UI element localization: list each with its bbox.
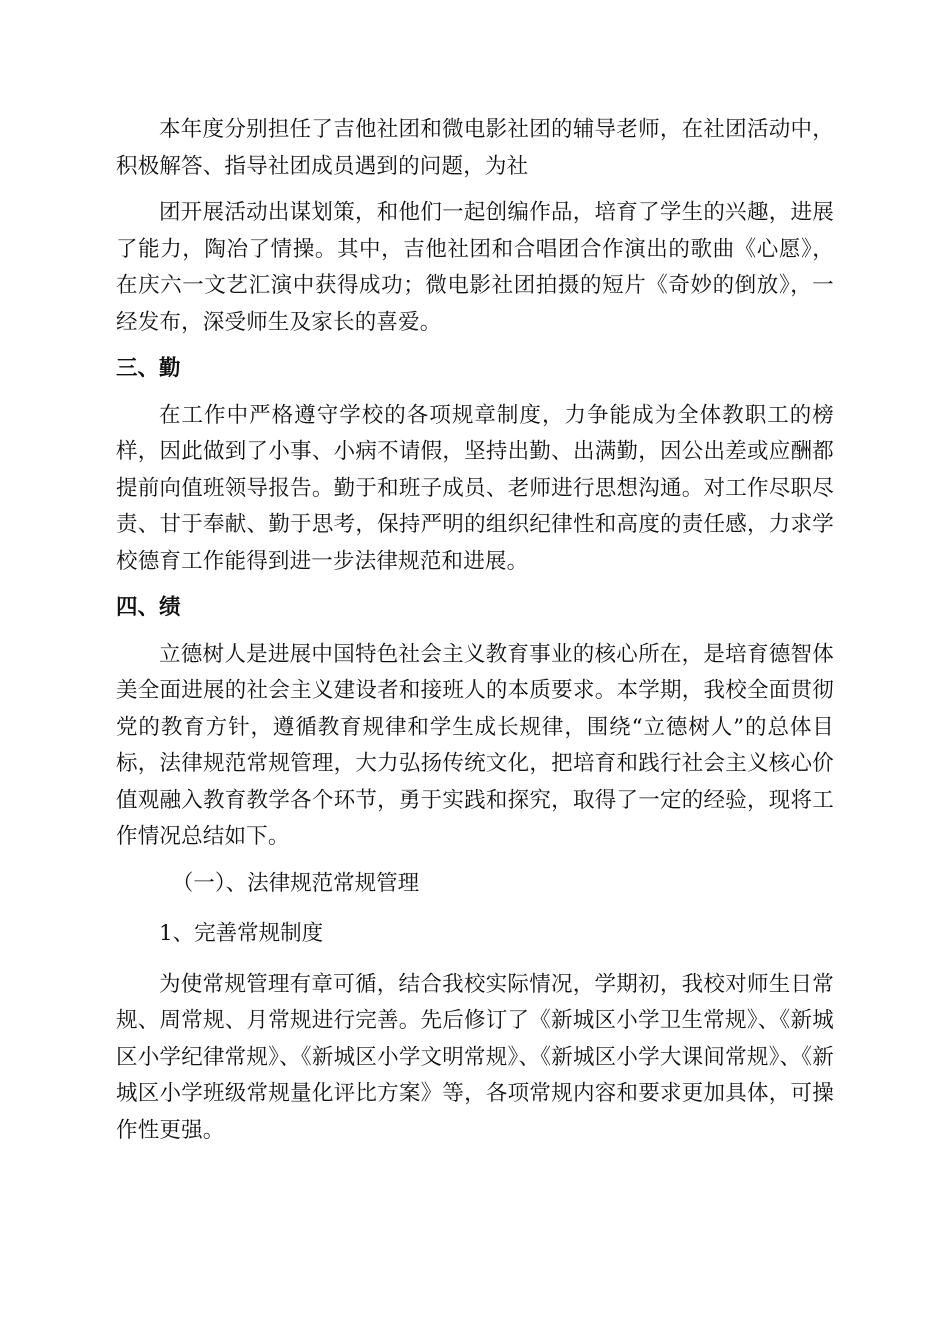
document-body [116,112,834,1159]
section-heading-diligence: 三、勤 [116,356,181,381]
paragraph-club-tutor: 本年度分别担任了吉他社团和微电影社团的辅导老师，在社团活动中，积极解答、指导社团成员遇到的问题，为社 [116,117,834,179]
paragraph-diligence: 在工作中严格遵守学校的各项规章制度，力争能成为全体教职工的榜样，因此做到了小事、小病不请假，坚持出勤、出满勤，因公出差或应酬都提前向值班领导报告。勤于和班子成员、老师进行思想沟通。对工作尽职尽责、甘于奉献、勤于思考，保持严明的组织纪律性和高度的责任感，力求学校德育工作能得到进一步法律规范和进展。 [116,402,834,574]
paragraph-club-achievements: 团开展活动出谋划策，和他们一起创编作品，培育了学生的兴趣，进展了能力，陶冶了情操。其中，吉他社团和合唱团合作演出的歌曲《心愿》，在庆六一文艺汇演中获得成功；微电影社团拍摄的短片《奇妙的倒放》，一经发布，深受师生及家长的喜爱。 [116,200,834,335]
paragraph-achievement-intro: 立德树人是进展中国特色社会主义教育事业的核心所在，是培育德智体美全面进展的社会主义建设者和接班人的本质要求。本学期，我校全面贯彻党的教育方针，遵循教育规律和学生成长规律，围绕“立德树人”的总体目标，法律规范常规管理，大力弘扬传统文化，把培育和践行社会主义核心价值观融入教育教学各个环节，勇于实践和探究，取得了一定的经验，现将工作情况总结如下。 [116,641,834,849]
section-heading-achievement: 四、绩 [116,595,181,620]
paragraph-routine-rules: 为使常规管理有章可循，结合我校实际情况，学期初，我校对师生日常规、周常规、月常规进行完善。先后修订了《新城区小学卫生常规》、《新城区小学纪律常规》、《新城区小学文明常规》、《新城区小学大课间常规》、《新城区小学班级常规量化评比方案》等，各项常规内容和要求更加具体，可操作性更强。 [116,971,834,1143]
subheading-routine-management: （一）、法律规范常规管理 [171,870,420,896]
subheading-improve-rules: 1、完善常规制度 [159,921,324,946]
